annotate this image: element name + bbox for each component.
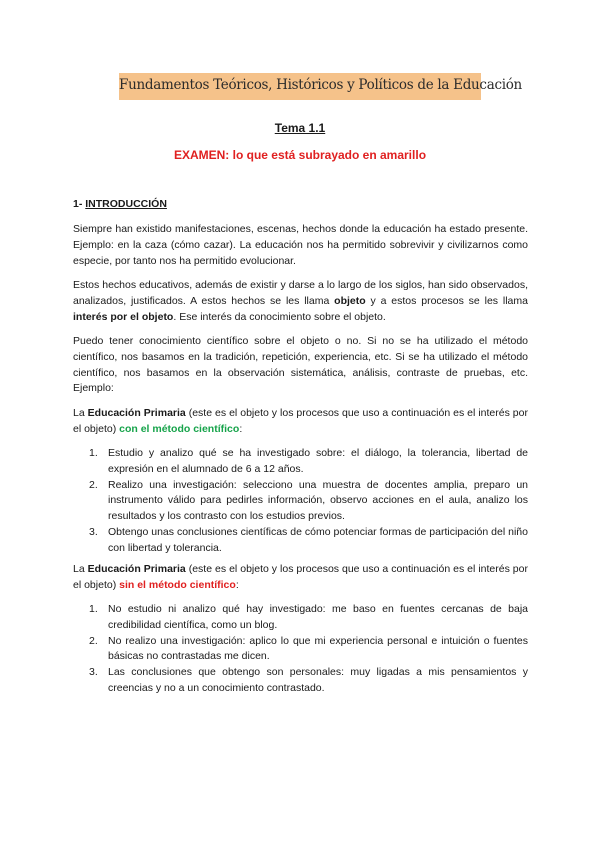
document-title: Fundamentos Teóricos, Históricos y Políticos de la Educación: [119, 77, 522, 93]
list-number: 2.: [89, 634, 98, 647]
paragraph-con-metodo: [73, 406, 528, 438]
text: :: [239, 422, 243, 435]
list-text: Obtengo unas conclusiones científicas de cómo potenciar formas de participación del niño con libertad y tolerancia.: [108, 525, 528, 554]
section-label: INTRODUCCIÓN: [85, 198, 167, 210]
term-educacion-primaria: Educación Primaria: [87, 563, 186, 575]
list-number: 1.: [89, 603, 98, 615]
tema-heading: Tema 1.1: [274, 121, 326, 135]
text: y a estos procesos se les llama: [365, 294, 528, 307]
exam-note: EXAMEN: lo que está subrayado en amarillo: [173, 148, 427, 162]
term-educacion-primaria: Educación Primaria: [87, 407, 186, 419]
list-item: [73, 525, 528, 557]
con-metodo-label: con el método científico: [119, 422, 240, 435]
list-item: [73, 446, 528, 478]
list-number: 3.: [89, 666, 98, 679]
text: (este es el objeto y los procesos que uso a continuación es el interés por el objeto): [73, 407, 528, 435]
paragraph-intro: Siempre han existido manifestaciones, escenas, hechos donde la educación ha estado presente. Ejemplo: en la caza (cómo cazar). La educación nos ha permitido sobrevivir y civilizarnos como especie, por tanto nos ha permitido evolucionar.: [73, 223, 528, 267]
list-item: [73, 478, 528, 525]
list-sin-metodo: [73, 602, 528, 697]
term-objeto: objeto: [334, 294, 366, 307]
list-item: [73, 665, 528, 697]
section-number: 1-: [73, 198, 86, 210]
list-number: 3.: [89, 525, 98, 538]
list-con-metodo: [73, 446, 528, 557]
list-text: No estudio ni analizo qué hay investigado: me baso en fuentes cercanas de baja credibilidad científica, como un blog.: [108, 603, 528, 631]
paragraph-objeto: [73, 278, 528, 325]
text: (este es el objeto y los procesos que uso a continuación es el interés por el objeto): [73, 563, 528, 591]
list-item: [73, 634, 528, 666]
sin-metodo-label: sin el método científico: [119, 578, 236, 591]
text: . Ese interés da conocimiento sobre el objeto.: [173, 310, 386, 323]
list-text: Las conclusiones que obtengo son personales: muy ligadas a mis pensamientos y creencias y no a un conocimiento contrastado.: [108, 666, 528, 694]
text: Estos hechos educativos, además de existir y darse a lo largo de los siglos, han sido observados, analizados, justificados. A estos hechos se les llama: [73, 279, 528, 307]
text: La: [73, 407, 88, 419]
list-text: Realizo una investigación: selecciono una muestra de docentes amplia, preparo un instrumento válido para pedirles información, observo acciones en el aula, analizo los resultados y los contrasto con los estudios previos.: [108, 478, 528, 523]
list-text: Estudio y analizo qué se ha investigado sobre: el diálogo, la tolerancia, libertad de expresión en el alumnado de 6 a 12 años.: [108, 447, 528, 475]
list-text: No realizo una investigación: aplico lo que mi experiencia personal e intuición o fuentes básicas no contrastadas me dicen.: [108, 634, 528, 663]
section-heading: [73, 198, 167, 210]
text: La: [73, 563, 88, 575]
list-number: 2.: [89, 478, 98, 491]
list-number: 1.: [89, 447, 98, 459]
text: :: [235, 578, 239, 591]
paragraph-sin-metodo: [73, 562, 528, 594]
term-interes: interés por el objeto: [73, 310, 174, 323]
list-item: [73, 602, 528, 634]
paragraph-conocimiento: Puedo tener conocimiento científico sobre el objeto o no. Si no se ha utilizado el método científico, nos basamos en la tradición, repetición, experiencia, etc. Si se ha utilizado el método científico, nos basamos en la observación sistemática, análisis, contraste de pruebas, etc. Ejemplo:: [73, 335, 528, 395]
